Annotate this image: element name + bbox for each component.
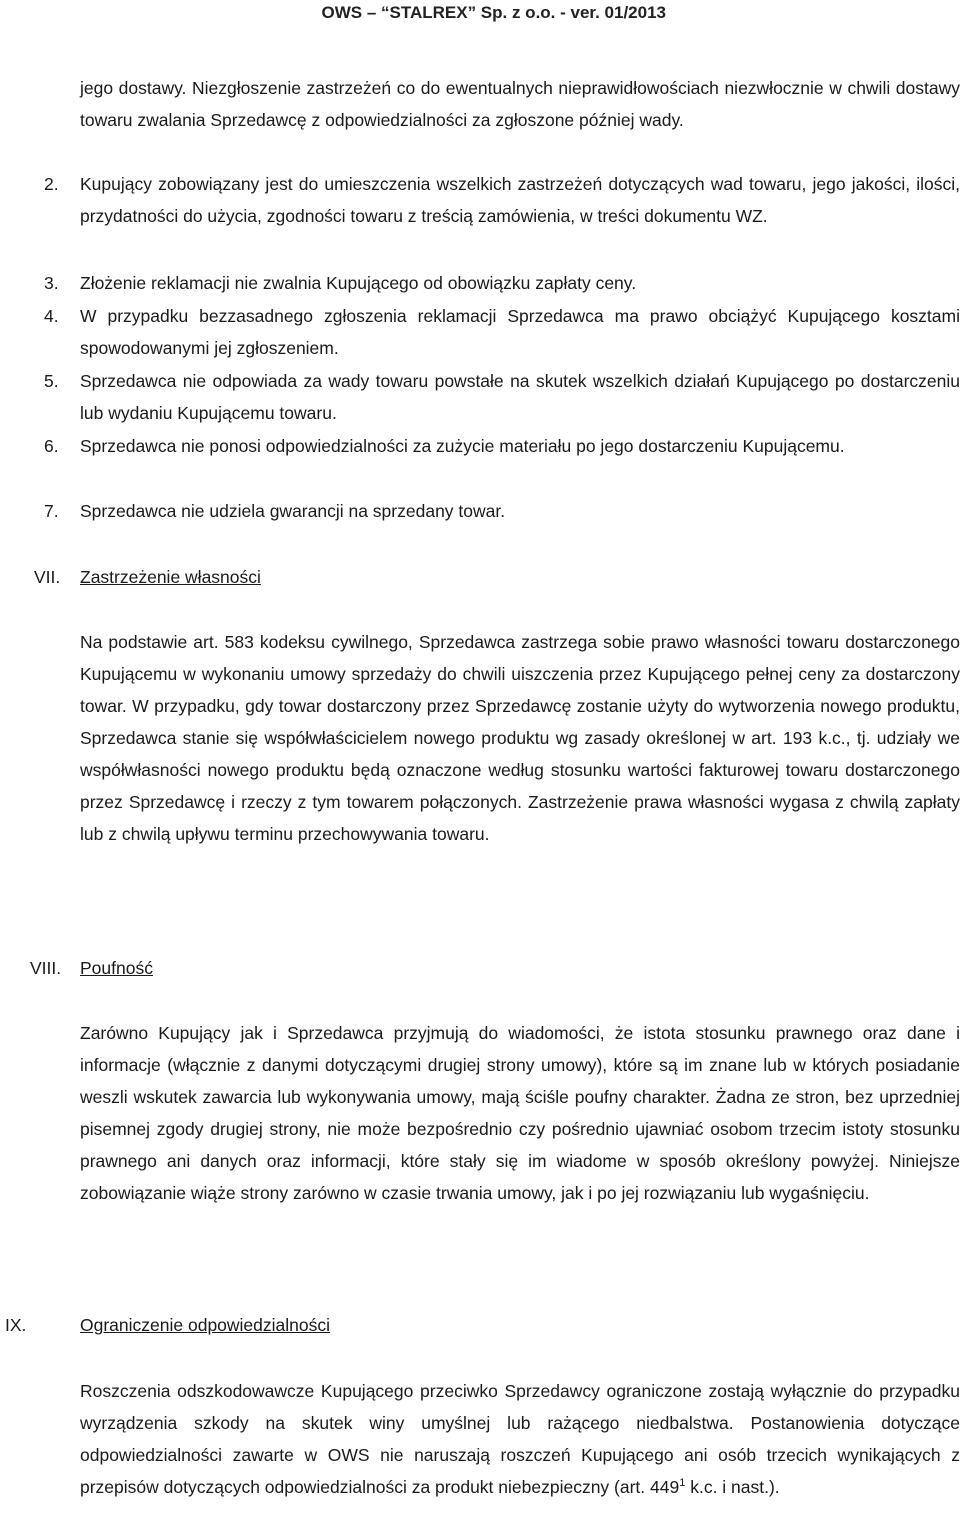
section-heading-ix [5, 1309, 960, 1341]
list-item-text: W przypadku bezzasadnego zgłoszenia reklamacji Sprzedawca ma prawo obciążyć Kupującego kosztami spowodowanymi jej zgłoszeniem. [80, 306, 960, 358]
list-item [44, 267, 960, 299]
section-body-viii: Zarówno Kupujący jak i Sprzedawca przyjmują do wiadomości, że istota stosunku prawnego oraz dane i informacje (włącznie z danymi dotyczącymi drugiej strony umowy), które są im znane lub w których posiadanie weszli wskutek zawarcia lub wykonywania umowy, mają ściśle poufny charakter. Żadna ze stron, bez uprzedniej pisemnej zgody drugiej strony, nie może bezpośrednio czy pośrednio ujawniać osobom trzecim istoty stosunku prawnego ani danych oraz informacji, które stały się im wiadome w sposób określony powyżej. Niniejsze zobowiązanie wiąże strony zarówno w czasie trwania umowy, jak i po jej rozwiązaniu lub wygaśnięciu. [80, 1023, 960, 1203]
section-body-ix [80, 1375, 960, 1503]
list-item-number: 4. [44, 306, 59, 326]
section-body-vii: Na podstawie art. 583 kodeksu cywilnego, Sprzedawca zastrzega sobie prawo własności towaru dostarczonego Kupującemu w wykonaniu umowy sprzedaży do chwili uiszczenia przez Kupującego pełnej ceny za dostarczony towar. W przypadku, gdy towar dostarczony przez Sprzedawcę zostanie użyty do wytworzenia nowego produktu, Sprzedawca stanie się współwłaścicielem nowego produktu wg zasady określonej w art. 193 k.c., tj. udziały we współwłasności nowego produktu będą oznaczone według stosunku wartości fakturowej towaru dostarczonego przez Sprzedawcę i rzeczy z tym towarem połączonych. Zastrzeżenie prawa własności wygasa z chwilą zapłaty lub z chwilą upływu terminu przechowywania towaru. [80, 632, 960, 844]
section-heading-viii [30, 952, 960, 984]
list-item [44, 365, 960, 429]
section-body-text-end: k.c. i nast.). [685, 1477, 780, 1497]
list-item-text: Sprzedawca nie ponosi odpowiedzialności za zużycie materiału po jego dostarczeniu Kupującemu. [80, 436, 845, 456]
list-item-text: Sprzedawca nie odpowiada za wady towaru powstałe na skutek wszelkich działań Kupującego po dostarczeniu lub wydaniu Kupującemu towaru. [80, 371, 960, 423]
list-item [44, 168, 960, 232]
list-item-text: Sprzedawca nie udziela gwarancji na sprzedany towar. [80, 501, 506, 521]
section-title: Zastrzeżenie własności [80, 567, 261, 587]
section-number: VIII. [30, 958, 62, 978]
section-body-text: Roszczenia odszkodowawcze Kupującego przeciwko Sprzedawcy ograniczone zostają wyłącznie do przypadku wyrządzenia szkody na skutek winy umyślnej lub rażącego niedbalstwa. Postanowienia dotyczące odpowiedzialności zawarte w OWS nie naruszają roszczeń Kupującego ani osób trzecich wynikających z przepisów dotyczących odpowiedzialności za produkt niebezpieczny (art. 449 [80, 1381, 960, 1497]
section-title: Poufność [80, 958, 153, 978]
list-item-number: 5. [44, 371, 59, 391]
list-item-text: Złożenie reklamacji nie zwalnia Kupującego od obowiązku zapłaty ceny. [80, 273, 637, 293]
section-number: IX. [5, 1315, 27, 1335]
list-item-number: 7. [44, 501, 59, 521]
section-heading-vii [34, 561, 960, 593]
list-item [44, 430, 960, 462]
superscript: 1 [679, 1477, 686, 1490]
section-number: VII. [34, 567, 61, 587]
list-item-number: 6. [44, 436, 59, 456]
list-item-number: 2. [44, 174, 59, 194]
intro-paragraph: jego dostawy. Niezgłoszenie zastrzeżeń co do ewentualnych nieprawidłowościach niezwłocznie w chwili dostawy towaru zwalania Sprzedawcę z odpowiedzialności za zgłoszone później wady. [80, 78, 960, 130]
section-title: Ograniczenie odpowiedzialności [80, 1315, 331, 1335]
page-header: OWS – “STALREX” Sp. z o.o. - ver. 01/2013 [321, 3, 666, 22]
list-item-number: 3. [44, 273, 59, 293]
list-item [44, 495, 960, 527]
list-item [44, 300, 960, 364]
list-item-text: Kupujący zobowiązany jest do umieszczenia wszelkich zastrzeżeń dotyczących wad towaru, jego jakości, ilości, przydatności do użycia, zgodności towaru z treścią zamówienia, w treści dokumentu WZ. [80, 174, 960, 226]
